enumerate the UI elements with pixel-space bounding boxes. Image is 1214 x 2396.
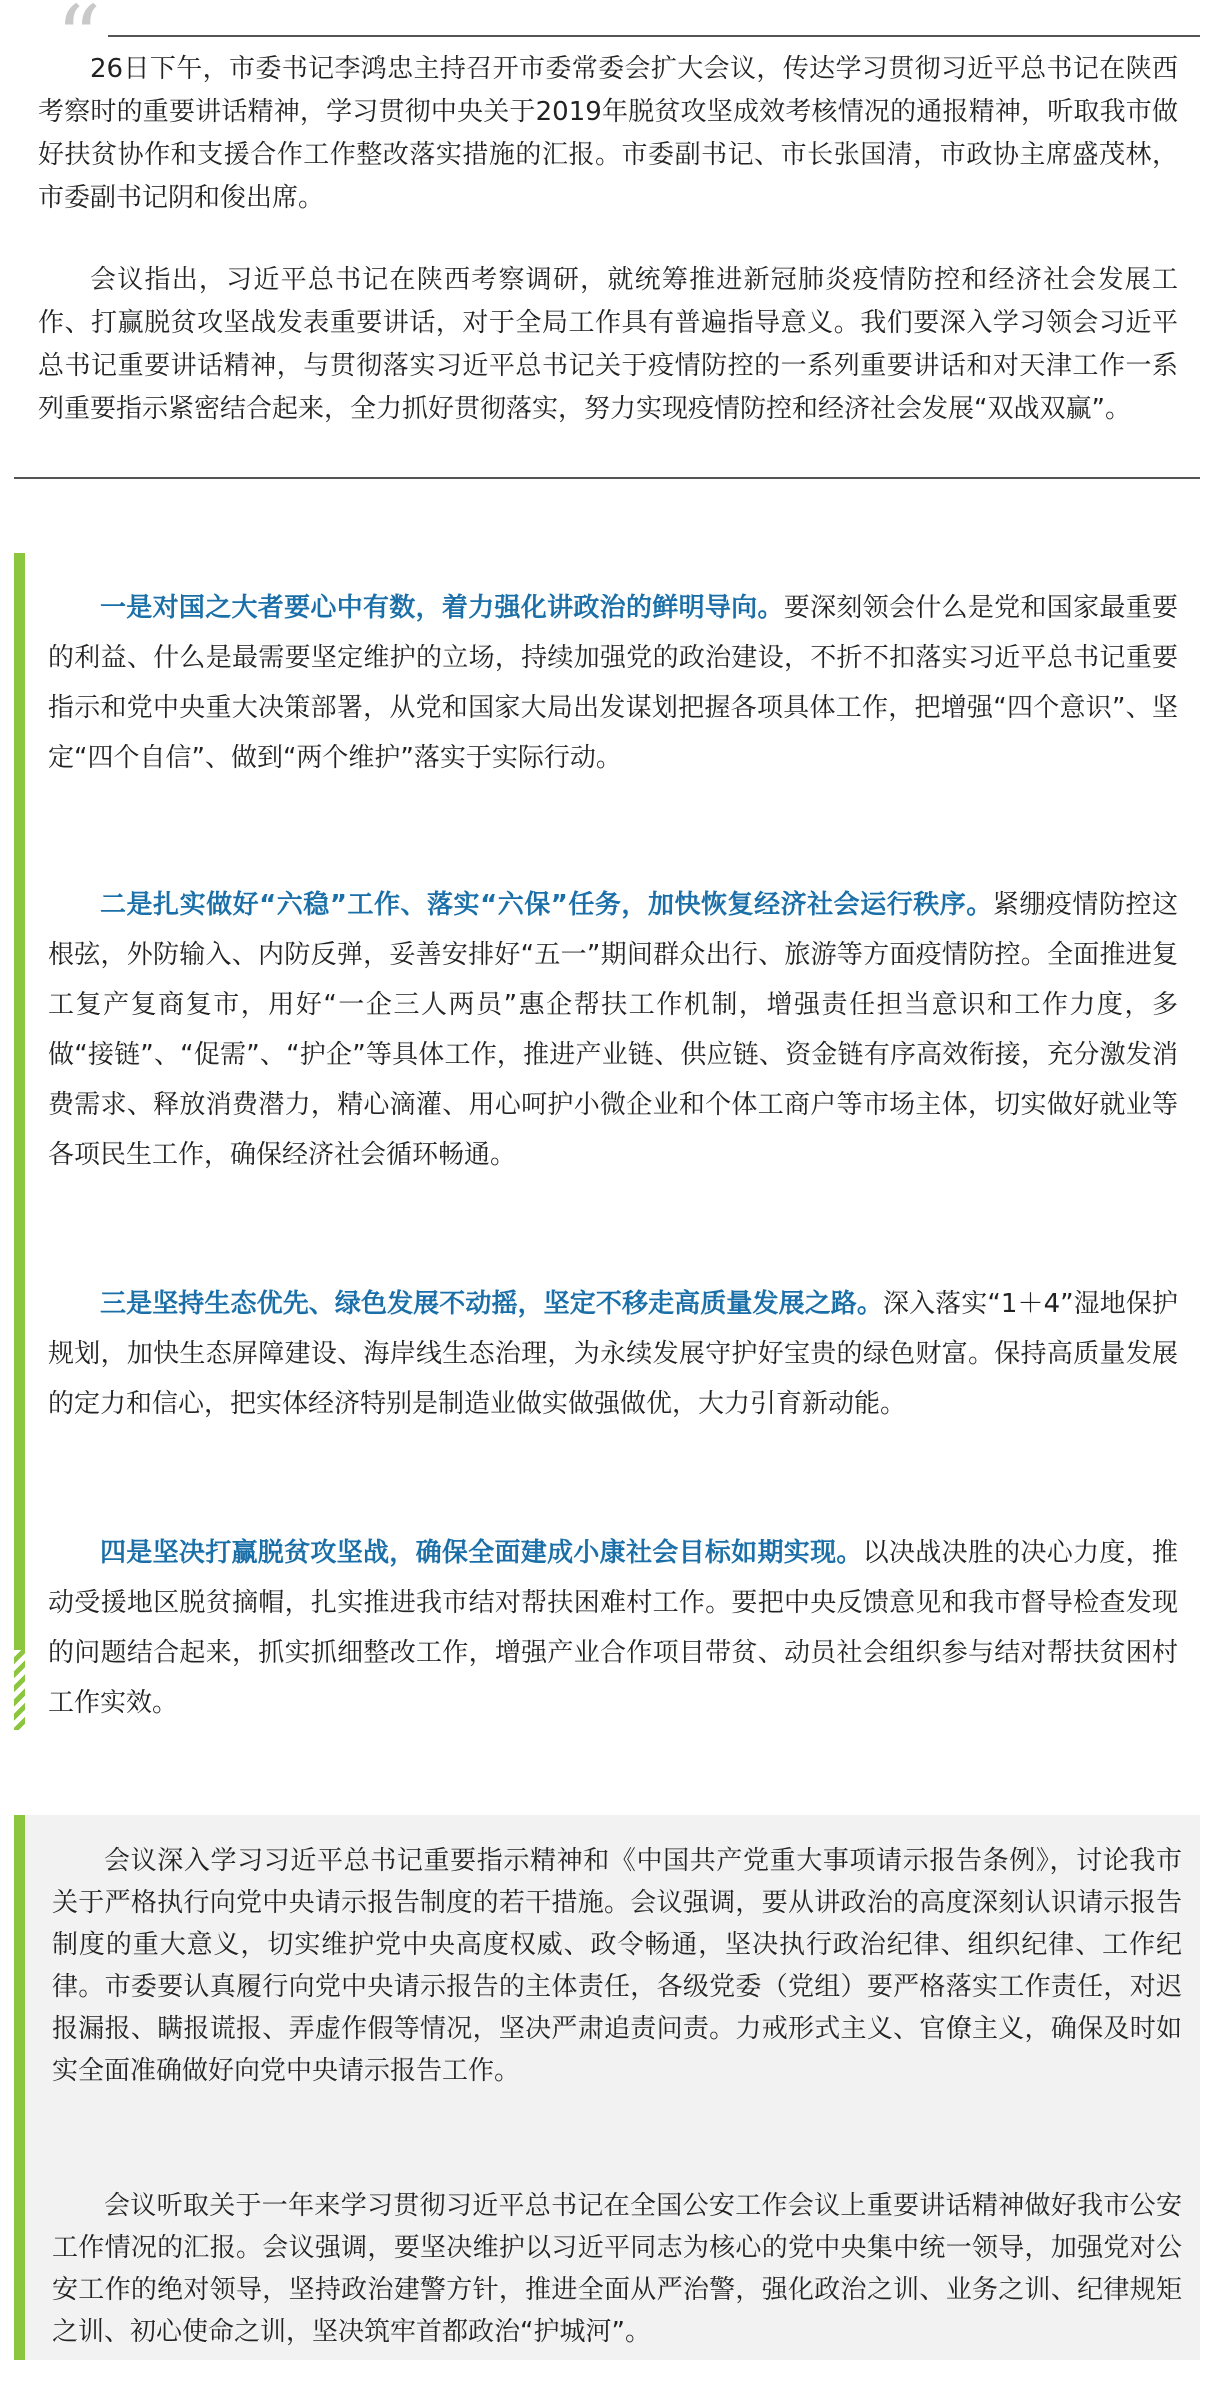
- point-4: [48, 1528, 1178, 1728]
- point-1-lead: 一是对国之大者要心中有数，着力强化讲政治的鲜明导向。: [100, 593, 784, 623]
- point-3-body: 深入落实“1＋4”湿地保护规划，加快生态屏障建设、海岸线生态治理，为永续发展守护好宝贵的绿色财富。保持高质量发展的定力和信心，把实体经济特别是制造业做实做强做优，大力引育新动能。: [48, 1289, 1178, 1419]
- point-3: [48, 1279, 1178, 1429]
- point-4-lead: 四是坚决打赢脱贫攻坚战，确保全面建成小康社会目标如期实现。: [100, 1538, 863, 1568]
- summary-paragraph-1: 会议深入学习习近平总书记重要指示精神和《中国共产党重大事项请示报告条例》，讨论我市关于严格执行向党中央请示报告制度的若干措施。会议强调，要从讲政治的高度深刻认识请示报告制度的重大意义，切实维护党中央高度权威、政令畅通，坚决执行政治纪律、组织纪律、工作纪律。市委要认真履行向党中央请示报告的主体责任，各级党委（党组）要严格落实工作责任，对迟报漏报、瞒报谎报、弄虚作假等情况，坚决严肃追责问责。力戒形式主义、官僚主义，确保及时如实全面准确做好向党中央请示报告工作。: [52, 1846, 1182, 2086]
- accent-bar: [14, 553, 25, 1653]
- accent-bar-stripes: [14, 1650, 25, 1730]
- point-1-body: 要深刻领会什么是党和国家最重要的利益、什么是最需要坚定维护的立场，持续加强党的政治建设，不折不扣落实习近平总书记重要指示和党中央重大决策部署，从党和国家大局出发谋划把握各项具体工作，把增强“四个意识”、坚定“四个自信”、做到“两个维护”落实于实际行动。: [48, 593, 1178, 773]
- point-2-body: 紧绷疫情防控这根弦，外防输入、内防反弹，妥善安排好“五一”期间群众出行、旅游等方面疫情防控。全面推进复工复产复商复市，用好“一企三人两员”惠企帮扶工作机制，增强责任担当意识和工作力度，多做“接链”、“促需”、“护企”等具体工作，推进产业链、供应链、资金链有序高效衔接，充分激发消费需求、释放消费潜力，精心滴灌、用心呵护小微企业和个体工商户等市场主体，切实做好就业等各项民生工作，确保经济社会循环畅通。: [48, 890, 1178, 1170]
- quote-paragraph-2: 会议指出，习近平总书记在陕西考察调研，就统筹推进新冠肺炎疫情防控和经济社会发展工作、打赢脱贫攻坚战发表重要讲话，对于全局工作具有普遍指导意义。我们要深入学习领会习近平总书记重要讲话精神，与贯彻落实习近平总书记关于疫情防控的一系列重要讲话和对天津工作一系列重要指示紧密结合起来，全力抓好贯彻落实，努力实现疫情防控和经济社会发展“双战双赢”。: [38, 265, 1178, 424]
- quote-top-divider: [108, 35, 1200, 37]
- point-4-body: 以决战决胜的决心力度，推动受援地区脱贫摘帽，扎实推进我市结对帮扶困难村工作。要把中央反馈意见和我市督导检查发现的问题结合起来，抓实抓细整改工作，增强产业合作项目带贫、动员社会组织参与结对帮扶贫困村工作实效。: [48, 1538, 1178, 1718]
- quote-bottom-divider: [14, 477, 1200, 479]
- point-2: [48, 880, 1178, 1180]
- summary-paragraph-2: 会议听取关于一年来学习贯彻习近平总书记在全国公安工作会议上重要讲话精神做好我市公安工作情况的汇报。会议强调，要坚决维护以习近平同志为核心的党中央集中统一领导，加强党对公安工作的绝对领导，坚持政治建警方针，推进全面从严治警，强化政治之训、业务之训、纪律规矩之训、初心使命之训，坚决筑牢首都政治“护城河”。: [52, 2191, 1182, 2347]
- quote-paragraph-1: 26日下午，市委书记李鸿忠主持召开市委常委会扩大会议，传达学习贯彻习近平总书记在陕西考察时的重要讲话精神，学习贯彻中央关于2019年脱贫攻坚成效考核情况的通报精神，听取我市做好扶贫协作和支援合作工作整改落实措施的汇报。市委副书记、市长张国清，市政协主席盛茂林，市委副书记阴和俊出席。: [38, 54, 1178, 213]
- quote-mark-icon: “: [56, 0, 101, 89]
- point-2-lead: 二是扎实做好“六稳”工作、落实“六保”任务，加快恢复经济社会运行秩序。: [100, 890, 993, 920]
- point-3-lead: 三是坚持生态优先、绿色发展不动摇，坚定不移走高质量发展之路。: [100, 1289, 883, 1319]
- point-1: [48, 583, 1178, 783]
